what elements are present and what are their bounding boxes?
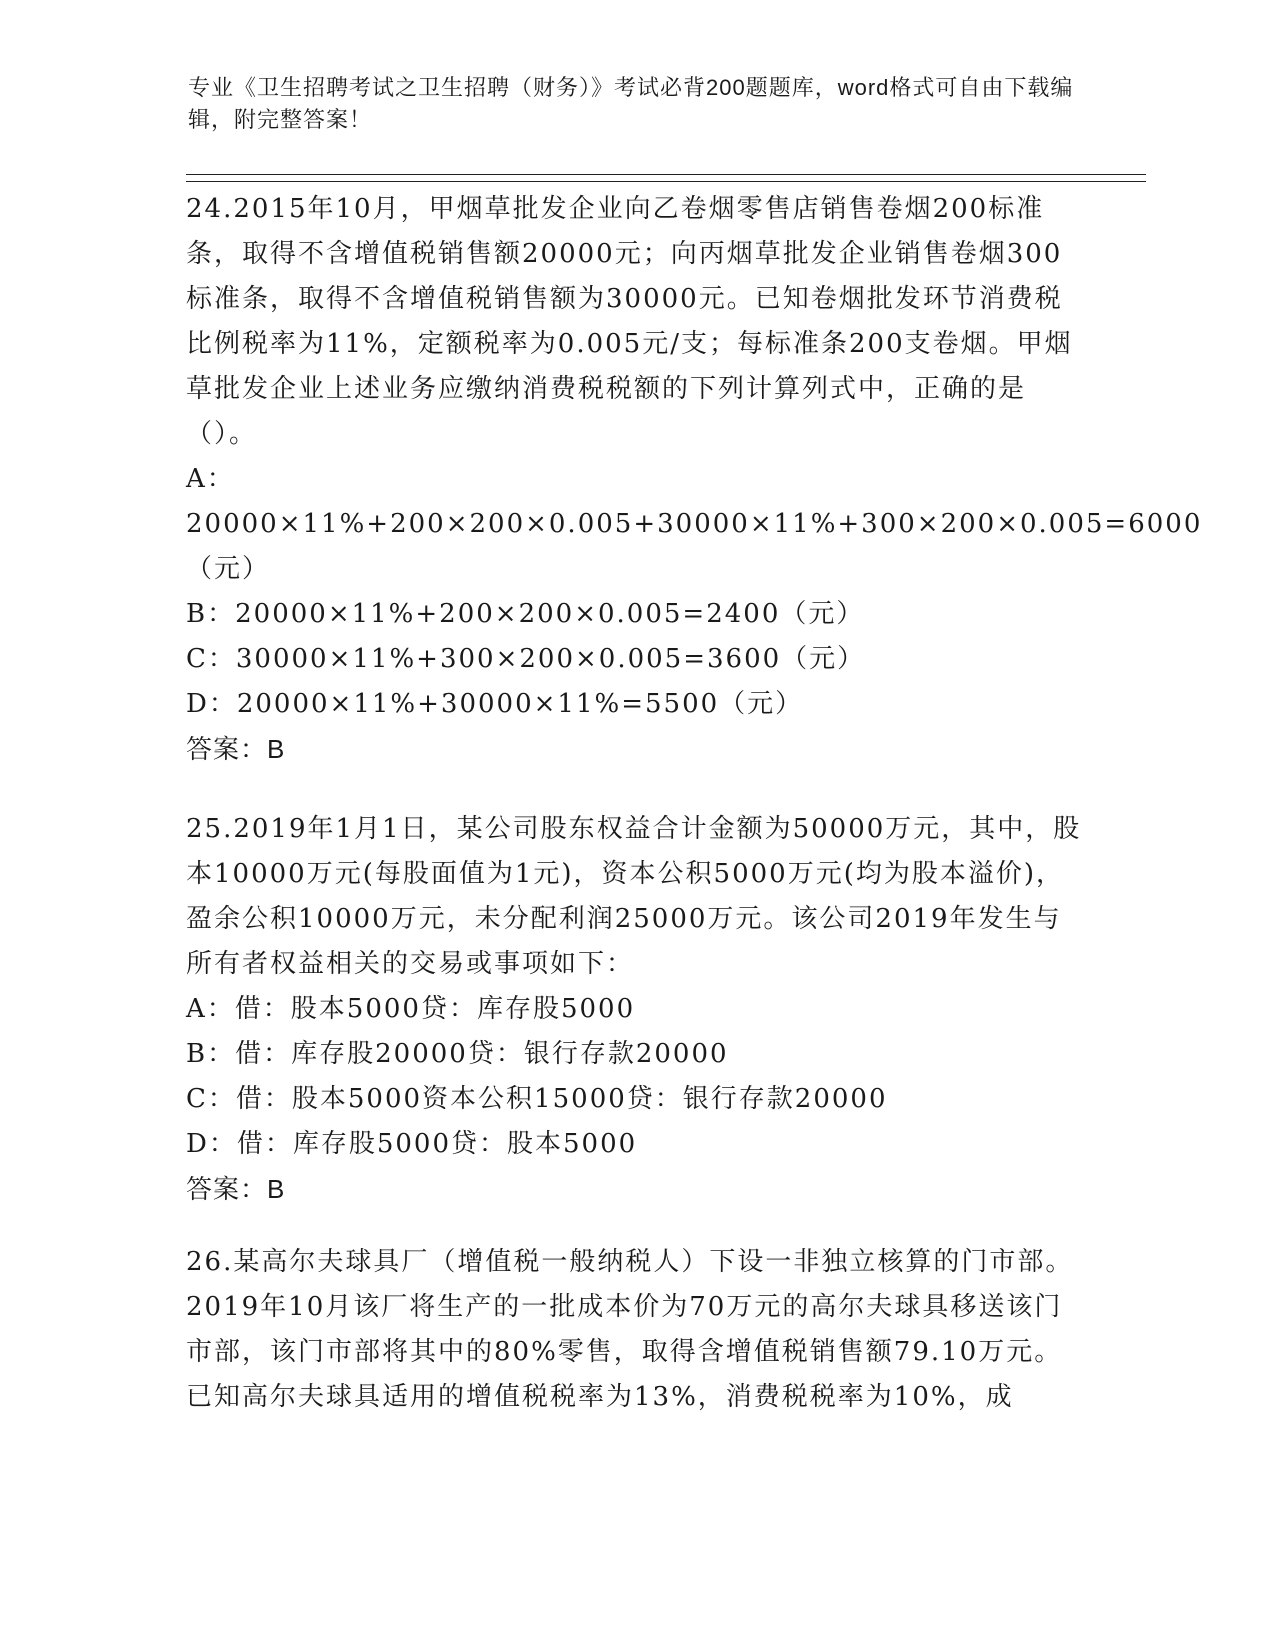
option-c: C：30000×11%+300×200×0.005=3600（元） (186, 644, 866, 674)
option-a: A：20000×11%+200×200×0.005+30000×11%+300×200×0.005=6000（元） (186, 464, 1203, 584)
question-24 (186, 187, 1203, 772)
header-divider-bottom (186, 181, 1146, 182)
question-stem: 24.2015年10月，甲烟草批发企业向乙卷烟零售店销售卷烟200标准条，取得不含增值税销售额20000元；向丙烟草批发企业销售卷烟300标准条，取得不含增值税销售额为30000元。已知卷烟批发环节消费税比例税率为11%，定额税率为0.005元/支；每标准条200支卷烟。甲烟草批发企业上述业务应缴纳消费税税额的下列计算列式中，正确的是（）。 (186, 194, 1073, 449)
option-b: B：借：库存股20000贷：银行存款20000 (186, 1039, 729, 1069)
option-d: D：20000×11%+30000×11%=5500（元） (186, 689, 804, 719)
document-header: 专业《卫生招聘考试之卫生招聘（财务）》考试必背200题题库，word格式可自由下载编辑，附完整答案！ (188, 75, 1074, 132)
header-divider-top (186, 174, 1146, 175)
answer-label: 答案：B (186, 1174, 286, 1204)
option-b: B：20000×11%+200×200×0.005=2400（元） (186, 599, 865, 629)
option-d: D：借：库存股5000贷：股本5000 (186, 1129, 638, 1159)
question-stem: 25.2019年1月1日，某公司股东权益合计金额为50000万元，其中，股本10000万元(每股面值为1元)，资本公积5000万元(均为股本溢价)，盈余公积10000万元，未分配利润25000万元。该公司2019年发生与所有者权益相关的交易或事项如下： (186, 814, 1082, 979)
question-25 (186, 807, 1086, 1212)
option-c: C：借：股本5000资本公积15000贷：银行存款20000 (186, 1084, 888, 1114)
question-26 (186, 1240, 1086, 1420)
question-stem: 26.某高尔夫球具厂（增值税一般纳税人）下设一非独立核算的门市部。2019年10月该厂将生产的一批成本价为70万元的高尔夫球具移送该门市部，该门市部将其中的80%零售，取得含增值税销售额79.10万元。已知高尔夫球具适用的增值税税率为13%，消费税税率为10%，成 (186, 1247, 1074, 1412)
answer-label: 答案：B (186, 734, 286, 764)
option-a: A：借：股本5000贷：库存股5000 (186, 994, 636, 1024)
